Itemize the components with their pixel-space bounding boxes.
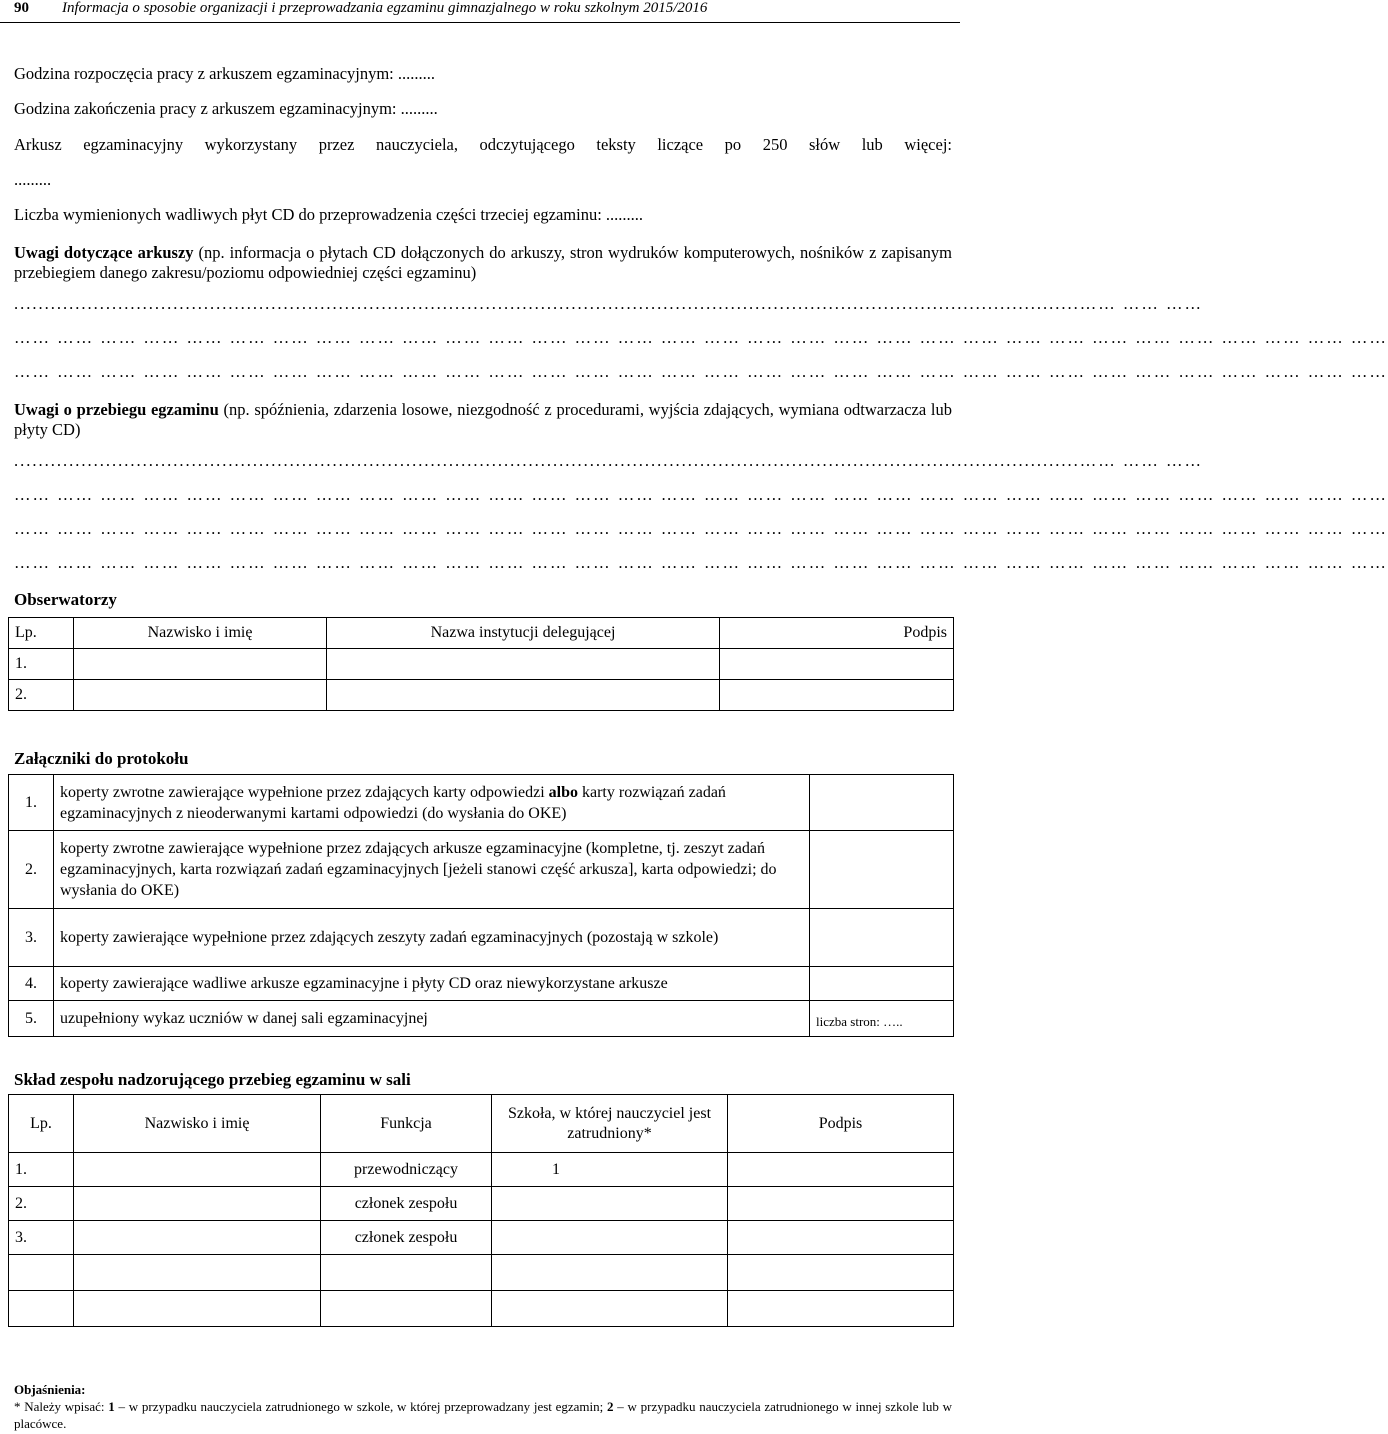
member-lp: 2.	[9, 1187, 74, 1221]
table-row	[9, 1221, 954, 1255]
footnote	[14, 1381, 952, 1432]
table-row	[9, 1187, 954, 1221]
page-count-label[interactable]: liczba stron: …..	[810, 1001, 954, 1037]
col-function: Funkcja	[321, 1095, 492, 1153]
observers-heading: Obserwatorzy	[14, 590, 117, 609]
col-name: Nazwisko i imię	[74, 618, 327, 649]
teacher-sheet-label: Arkusz egzaminacyjny wykorzystany przez nauczyciela, odczytującego teksty liczące po 250 słów lub więcej:	[14, 135, 952, 154]
observer-lp: 1.	[9, 649, 74, 680]
committee-heading: Skład zespołu nadzorującego przebieg egzaminu w sali	[14, 1070, 411, 1089]
member-school-code[interactable]: 1	[492, 1153, 728, 1187]
observer-name-cell[interactable]	[74, 680, 327, 711]
table-row	[9, 775, 954, 831]
member-lp: 3.	[9, 1221, 74, 1255]
attachment-text: koperty zwrotne zawierające wypełnione przez zdających arkusze egzaminacyjne (kompletne, tj. zeszyt zadań egzaminacyjnych, karta rozwiązań zadań egzaminacyjnych [jeżeli stanowi część arkusza], karta odpowiedzi; do wysłania do OKE)	[54, 831, 810, 909]
observer-name-cell[interactable]	[74, 649, 327, 680]
observer-signature-cell[interactable]	[720, 649, 954, 680]
member-school-code[interactable]	[492, 1221, 728, 1255]
member-function: członek zespołu	[321, 1221, 492, 1255]
member-name-cell[interactable]	[74, 1221, 321, 1255]
member-name-cell[interactable]	[74, 1255, 321, 1291]
observer-lp: 2.	[9, 680, 74, 711]
page-header	[14, 0, 707, 17]
attachment-num: 5.	[9, 1001, 54, 1037]
table-row	[9, 1153, 954, 1187]
table-row	[9, 1001, 954, 1037]
member-signature-cell[interactable]	[728, 1255, 954, 1291]
col-lp: Lp.	[9, 1095, 74, 1153]
remarks-sheets-line-3[interactable]: …… …… …… …… …… …… …… …… …… …… …… …… …… …… …… …… …… …… …… …… …… …… …… …… …… …… …… …… …… …… …… ……	[14, 362, 1388, 381]
footnote-text: * Należy wpisać: 1 – w przypadku nauczyciela zatrudnionego w szkole, w której przeprowadzany jest egzamin; 2 – w przypadku nauczyciela zatrudnionego w innej szkole lub w placówce.	[14, 1399, 952, 1431]
committee-header-row	[9, 1095, 954, 1153]
attachment-text: koperty zwrotne zawierające wypełnione przez zdających karty odpowiedzi albo karty rozwiązań zadań egzaminacyjnych z nieoderwanymi kartami odpowiedzi (do wysłania do OKE)	[54, 775, 810, 831]
remarks-course-line-1[interactable]: ..............................................................................................................................................................................…… …… ……	[14, 451, 1203, 470]
attachment-num: 2.	[9, 831, 54, 909]
observer-signature-cell[interactable]	[720, 680, 954, 711]
col-signature: Podpis	[720, 618, 954, 649]
member-school-cell[interactable]	[492, 1291, 728, 1327]
table-row	[9, 649, 954, 680]
member-lp-cell[interactable]	[9, 1291, 74, 1327]
remarks-sheets-line-2[interactable]: …… …… …… …… …… …… …… …… …… …… …… …… …… …… …… …… …… …… …… …… …… …… …… …… …… …… …… …… …… …… …… ……	[14, 328, 1388, 347]
attachments-heading: Załączniki do protokołu	[14, 749, 189, 768]
member-name-cell[interactable]	[74, 1153, 321, 1187]
col-school: Szkoła, w której nauczyciel jest zatrudniony*	[492, 1095, 728, 1153]
attachment-num: 4.	[9, 967, 54, 1001]
remarks-course-text: (np. spóźnienia, zdarzenia losowe, niezgodność z procedurami, wyjścia zdających, wymiana odtwarzacza lub płyty CD)	[14, 400, 952, 439]
start-time-field[interactable]: Godzina rozpoczęcia pracy z arkuszem egzaminacyjnym: .........	[14, 64, 436, 83]
member-signature-cell[interactable]	[728, 1187, 954, 1221]
committee-table	[8, 1094, 954, 1327]
attachment-text: uzupełniony wykaz uczniów w danej sali egzaminacyjnej	[54, 1001, 810, 1037]
observer-institution-cell[interactable]	[327, 649, 720, 680]
member-name-cell[interactable]	[74, 1291, 321, 1327]
col-name: Nazwisko i imię	[74, 1095, 321, 1153]
remarks-sheets-line-1[interactable]: ..............................................................................................................................................................................…… …… ……	[14, 294, 1203, 313]
observers-table	[8, 617, 954, 711]
member-school-cell[interactable]	[492, 1255, 728, 1291]
member-lp: 1.	[9, 1153, 74, 1187]
remarks-course-line-4[interactable]: …… …… …… …… …… …… …… …… …… …… …… …… …… …… …… …… …… …… …… …… …… …… …… …… …… …… …… …… …… …… …… ……	[14, 553, 1388, 572]
member-function: członek zespołu	[321, 1187, 492, 1221]
attachment-count-cell[interactable]	[810, 775, 954, 831]
member-signature-cell[interactable]	[728, 1153, 954, 1187]
faulty-cd-field[interactable]: Liczba wymienionych wadliwych płyt CD do przeprowadzenia części trzeciej egzaminu: .........	[14, 205, 644, 224]
member-lp-cell[interactable]	[9, 1255, 74, 1291]
header-rule	[0, 22, 960, 23]
attachment-num: 3.	[9, 909, 54, 967]
member-function-cell[interactable]	[321, 1291, 492, 1327]
attachment-count-cell[interactable]	[810, 967, 954, 1001]
table-row	[9, 831, 954, 909]
page-number: 90	[14, 0, 29, 16]
remarks-sheets-text: (np. informacja o płytach CD dołączonych do arkuszy, stron wydruków komputerowych, nośników z zapisanym przebiegiem danego zakresu/poziomu odpowiedniej części egzaminu)	[14, 243, 952, 282]
member-function: przewodniczący	[321, 1153, 492, 1187]
attachment-text: koperty zawierające wypełnione przez zdających zeszyty zadań egzaminacyjnych (pozostają w szkole)	[54, 909, 810, 967]
attachment-count-cell[interactable]	[810, 831, 954, 909]
member-function-cell[interactable]	[321, 1255, 492, 1291]
remarks-course-line-3[interactable]: …… …… …… …… …… …… …… …… …… …… …… …… …… …… …… …… …… …… …… …… …… …… …… …… …… …… …… …… …… …… …… ……	[14, 519, 1388, 538]
attachment-text: koperty zawierające wadliwe arkusze egzaminacyjne i płyty CD oraz niewykorzystane arkusze	[54, 967, 810, 1001]
table-row	[9, 680, 954, 711]
member-school-code[interactable]	[492, 1187, 728, 1221]
member-name-cell[interactable]	[74, 1187, 321, 1221]
end-time-field[interactable]: Godzina zakończenia pracy z arkuszem egzaminacyjnym: .........	[14, 99, 438, 118]
table-row	[9, 909, 954, 967]
remarks-sheets-heading: Uwagi dotyczące arkuszy	[14, 243, 194, 262]
header-title: Informacja o sposobie organizacji i przeprowadzania egzaminu gimnazjalnego w roku szkolnym 2015/2016	[62, 0, 708, 16]
remarks-course-line-2[interactable]: …… …… …… …… …… …… …… …… …… …… …… …… …… …… …… …… …… …… …… …… …… …… …… …… …… …… …… …… …… …… …… ……	[14, 485, 1388, 504]
attachments-table	[8, 774, 954, 1037]
table-row	[9, 967, 954, 1001]
observers-header-row	[9, 618, 954, 649]
table-row	[9, 1255, 954, 1291]
col-signature: Podpis	[728, 1095, 954, 1153]
table-row	[9, 1291, 954, 1327]
remarks-course-heading: Uwagi o przebiegu egzaminu	[14, 400, 219, 419]
attachment-count-cell[interactable]	[810, 909, 954, 967]
col-lp: Lp.	[9, 618, 74, 649]
observer-institution-cell[interactable]	[327, 680, 720, 711]
member-signature-cell[interactable]	[728, 1221, 954, 1255]
remarks-sheets	[14, 243, 952, 283]
footnote-heading: Objaśnienia:	[14, 1382, 86, 1397]
attachment-num: 1.	[9, 775, 54, 831]
member-signature-cell[interactable]	[728, 1291, 954, 1327]
col-institution: Nazwa instytucji delegującej	[327, 618, 720, 649]
remarks-course	[14, 400, 952, 440]
teacher-sheet-field[interactable]: .........	[14, 170, 52, 189]
